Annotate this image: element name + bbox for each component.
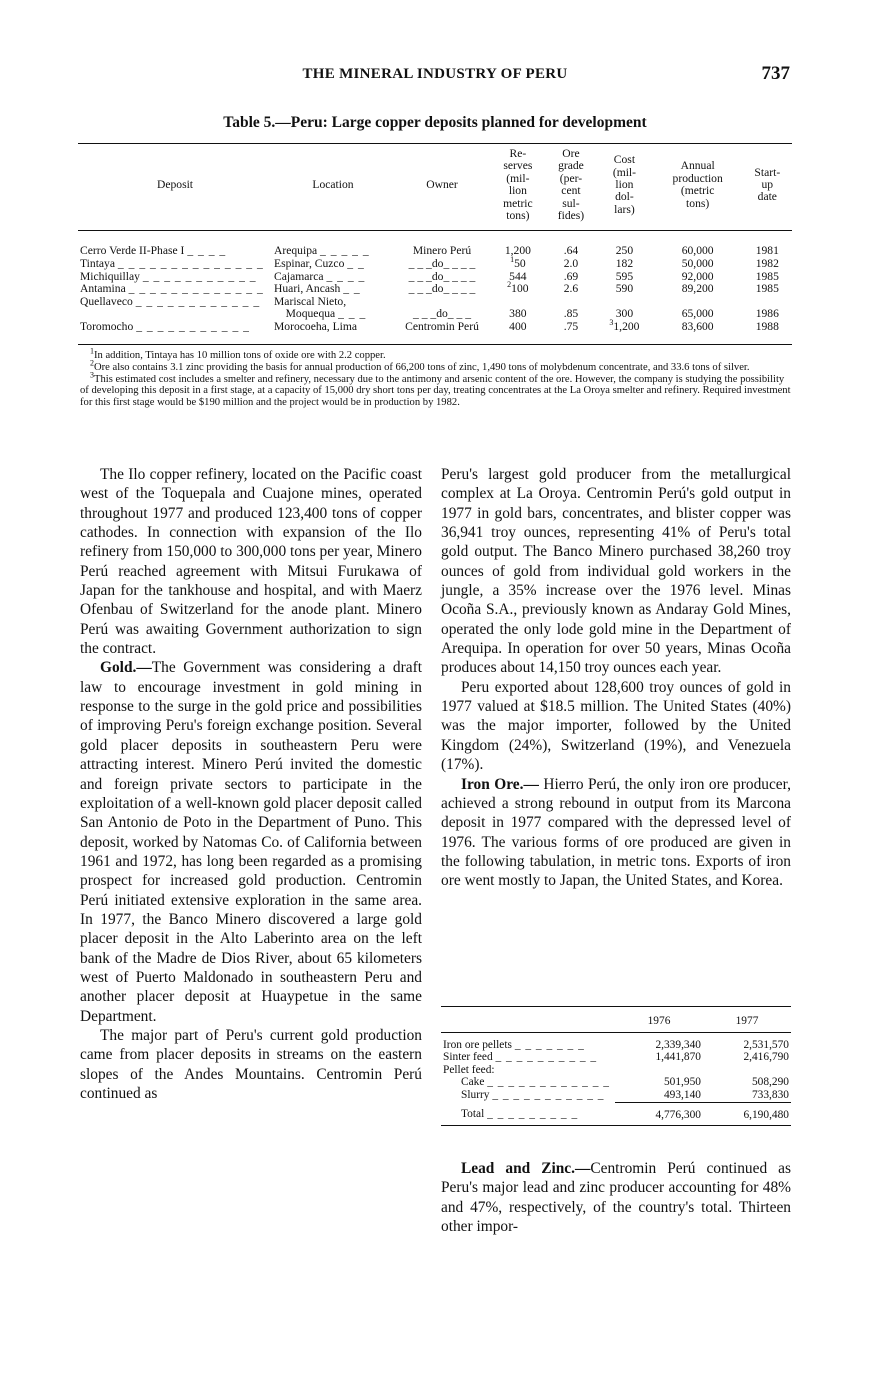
owner-cell: _ _ _do_ _ _ _ bbox=[408, 257, 476, 271]
section-heading-gold: Gold.— bbox=[100, 659, 152, 677]
table-row bbox=[78, 231, 792, 258]
reserves-cell bbox=[490, 231, 546, 258]
header-reserves: Re- serves (mil- lion metric tons) bbox=[490, 144, 546, 231]
paragraph-gold-exports: Peru exported about 128,600 troy ounces of gold in 1977 valued at $18.5 million. The United States (40%) was the major importer, followed by the United Kingdom (24%), Switzerland (19%), and Venezuela (17%). bbox=[441, 678, 791, 774]
leader-dots: _ _ _ _ _ _ _ _ _ _ _ _ bbox=[135, 294, 261, 308]
table-footnotes bbox=[80, 346, 792, 409]
footnote-text: This estimated cost includes a smelter and refinery, necessary due to the antimony and arsenic content of the ore. However, the company is studying the possibility of developing this deposit in a first stage, at a capacity of 15,000 dry short tons per day, treating concentrates at the La Oroya smelter and refinery. Required investment for this first stage would be $190 million and the project would be in production by 1982. bbox=[80, 373, 791, 409]
reserves-value: 50 bbox=[514, 257, 526, 271]
deposit-name: Tintaya bbox=[80, 257, 116, 271]
ore-grade-cell: .75 bbox=[546, 321, 596, 344]
annual-production-cell: 60,000 bbox=[681, 244, 714, 258]
iron-row-label-cell bbox=[441, 1076, 615, 1089]
deposit-name: Antamina bbox=[80, 282, 126, 296]
paragraph-gold-production: The major part of Peru's current gold production came from placer deposits in streams on the eastern slopes of the Andes Mountains. Centromin Perú continued as bbox=[80, 1026, 422, 1102]
footnote-text: Ore also contains 3.1 zinc providing the basis for annual production of 66,200 tons of zinc, 1,490 tons of molybdenum concentrate, and 33.6 tons of silver. bbox=[94, 361, 750, 373]
header-startup-date: Start- up date bbox=[743, 144, 792, 231]
iron-header-blank bbox=[441, 1007, 615, 1033]
header-ore-grade: Ore grade (per- cent sul- fides) bbox=[546, 144, 596, 231]
reserves-value: 1,200 bbox=[504, 244, 531, 258]
header-annual-production: Annual production (metric tons) bbox=[653, 144, 743, 231]
paragraph-iron-ore bbox=[441, 775, 791, 891]
page-number: 737 bbox=[761, 63, 790, 84]
iron-table-body bbox=[441, 1032, 791, 1126]
footnote bbox=[80, 370, 792, 409]
reserves-value: 100 bbox=[511, 282, 529, 296]
leader-dots: _ _ _ _ _ _ _ _ _ _ _ _ _ bbox=[128, 282, 264, 296]
location-name: Moquequa bbox=[274, 307, 336, 321]
ore-grade-cell: .64 bbox=[563, 244, 579, 258]
deposit-cell bbox=[78, 321, 272, 344]
startup-date-cell: 1985 bbox=[755, 282, 779, 296]
header-location: Location bbox=[272, 144, 394, 231]
startup-date-cell: 1985 bbox=[755, 269, 779, 283]
leader-dots: _ _ _ _ _ _ _ bbox=[514, 1038, 585, 1051]
iron-header-year-1977: 1977 bbox=[703, 1007, 791, 1033]
leader-dots: _ _ _ _ _ _ _ _ _ _ _ bbox=[142, 269, 257, 283]
leader-dots: _ _ _ _ _ _ _ _ _ _ _ bbox=[136, 320, 250, 333]
cost-value: 250 bbox=[615, 244, 634, 258]
deposit-cell bbox=[78, 296, 272, 309]
location-cell bbox=[272, 321, 394, 344]
iron-value-1976: 2,339,340 bbox=[655, 1038, 701, 1051]
leader-dots: _ _ bbox=[343, 282, 361, 296]
table-body bbox=[78, 231, 792, 344]
deposit-cell bbox=[78, 231, 272, 258]
paragraph-gold-text: The Government was considering a draft law to encourage investment in gold mining in response to the surge in the gold price and possibilities of improving Peru's foreign exchange position. Several gold placer deposits in southeastern Peru were attracting interest. Minero Perú invited the domestic and foreign private sectors to participate in the exploitation of a well-known gold placer deposit called San Antonio de Poto in the Department of Puno. This deposit, worked by Natomas Co. of California between 1961 and 1972, has long been regarded as a promising prospect for increased gold production. Centromin Perú initiated extensive exploration in the same area. In 1977, the Banco Minero discovered a large gold placer deposit in the Alto Laberinto area on the left bank of the Madre de Dios River, about 65 kilometers west of Puerto Maldonado in southeastern Peru and another placer deposit at Huaypetue in the same Department. bbox=[80, 659, 422, 1025]
iron-table-header-row bbox=[441, 1007, 791, 1033]
text-column-left bbox=[80, 465, 422, 1103]
cost-value: 590 bbox=[615, 282, 634, 296]
paragraph-lead-zinc-text: Centromin Perú continued as Peru's major lead and zinc producer accounting for 48% and 47%, respectively, of the country's total. Thirteen other impor- bbox=[441, 1160, 791, 1236]
owner-cell: Centromin Perú bbox=[394, 321, 490, 344]
paragraph-ilo-refinery: The Ilo copper refinery, located on the Pacific coast west of the Toquepala and Cuajone mines, operated throughout 1977 and produced 123,400 tons of copper cathodes. In connection with expansion of the Ilo refinery from 150,000 to 300,000 tons per year, Minero Perú reached agreement with Mitsui Furukawa of Japan for the tankhouse and hospital, and with Maerz Ofenbau of Switzerland for the anode plant. Minero Perú was awaiting Government authorization to sign the contract. bbox=[80, 466, 422, 658]
iron-table-row bbox=[441, 1089, 791, 1102]
owner-cell: Minero Perú bbox=[412, 244, 472, 258]
location-name: Huari, Ancash bbox=[274, 282, 341, 296]
location-cell bbox=[272, 231, 394, 258]
ore-grade-cell: .69 bbox=[563, 269, 579, 283]
cost-value: 182 bbox=[615, 257, 634, 271]
iron-table-row bbox=[441, 1032, 791, 1051]
leader-dots: _ _ _ bbox=[338, 307, 367, 321]
iron-value-1976: 1,441,870 bbox=[655, 1051, 701, 1064]
leader-dots: _ _ _ _ bbox=[326, 269, 366, 283]
iron-row-label-cell bbox=[441, 1051, 615, 1064]
deposit-name: Cerro Verde II-Phase I bbox=[80, 244, 185, 258]
header-deposit: Deposit bbox=[78, 144, 272, 231]
reserves-value: 380 bbox=[509, 307, 527, 321]
reserves-value: 400 bbox=[509, 320, 527, 333]
iron-row-label-cell bbox=[441, 1102, 615, 1126]
section-heading-lead-zinc: Lead and Zinc.— bbox=[461, 1160, 591, 1177]
paragraph-gold bbox=[80, 658, 422, 1026]
cost-cell bbox=[596, 231, 653, 258]
owner-cell: _ _ _do_ _ _ bbox=[413, 307, 471, 321]
reserves-value: 544 bbox=[509, 269, 527, 283]
cost-cell bbox=[596, 318, 653, 344]
paragraph-lead-zinc bbox=[441, 1159, 791, 1236]
location-name: Morocoeha, Lima bbox=[274, 320, 358, 333]
iron-row-label-cell bbox=[441, 1064, 615, 1077]
leader-dots: _ _ _ _ _ _ _ _ _ _ _ bbox=[492, 1089, 605, 1102]
location-name: Arequipa bbox=[274, 244, 318, 258]
cost-value: 300 bbox=[615, 307, 634, 321]
cost-value: 1,200 bbox=[613, 320, 640, 333]
footnote-mark: 1 bbox=[90, 346, 94, 356]
leader-dots: _ _ _ _ _ bbox=[320, 244, 370, 258]
startup-date-cell: 1988 bbox=[743, 321, 792, 344]
iron-value-1977: 2,416,790 bbox=[743, 1051, 789, 1064]
footnote-mark: 1 bbox=[510, 255, 515, 265]
deposit-name: Michiquillay bbox=[80, 269, 140, 283]
table-caption: Table 5.—Peru: Large copper deposits planned for development bbox=[223, 114, 647, 131]
text-column-right-bottom bbox=[441, 1159, 791, 1236]
startup-date-cell: 1986 bbox=[755, 307, 779, 321]
startup-date-cell: 1982 bbox=[755, 257, 779, 271]
annual-production-cell: 50,000 bbox=[681, 257, 714, 271]
iron-value-1976: 4,776,300 bbox=[615, 1102, 703, 1126]
owner-cell: _ _ _do_ _ _ _ bbox=[408, 282, 476, 296]
leader-dots: _ _ _ _ _ _ _ _ _ _ bbox=[495, 1051, 598, 1064]
iron-row-label: Iron ore pellets bbox=[443, 1038, 512, 1051]
leader-dots: _ _ _ _ _ _ _ _ _ _ _ _ bbox=[487, 1076, 610, 1089]
leader-dots: _ _ _ _ _ _ _ _ _ bbox=[487, 1108, 579, 1121]
cost-value: 595 bbox=[615, 269, 634, 283]
annual-production-cell: 65,000 bbox=[681, 307, 714, 321]
iron-row-label-cell bbox=[441, 1032, 615, 1051]
annual-production-cell: 89,200 bbox=[681, 282, 714, 296]
header-owner: Owner bbox=[394, 144, 490, 231]
iron-value-1977: 2,531,570 bbox=[743, 1038, 789, 1051]
ore-grade-cell: 2.6 bbox=[563, 282, 579, 296]
iron-value-1977: 6,190,480 bbox=[703, 1102, 791, 1126]
iron-row-label: Pellet feed: bbox=[443, 1063, 495, 1076]
iron-row-label: Sinter feed bbox=[443, 1051, 493, 1064]
iron-row-label-cell bbox=[441, 1089, 615, 1102]
footnote-text: In addition, Tintaya has 10 million tons of oxide ore with 2.2 copper. bbox=[94, 350, 386, 361]
location-name: Espinar, Cuzco bbox=[274, 257, 345, 271]
table-header-row bbox=[78, 144, 792, 231]
deposit-name: Toromocho bbox=[80, 320, 134, 333]
owner-cell: _ _ _do_ _ _ _ bbox=[408, 269, 476, 283]
iron-table-row bbox=[441, 1064, 791, 1077]
footnote bbox=[80, 358, 792, 374]
iron-table-row bbox=[441, 1102, 791, 1126]
header-cost: Cost (mil- lion dol- lars) bbox=[596, 144, 653, 231]
footnote bbox=[80, 346, 792, 362]
reserves-cell bbox=[490, 280, 546, 296]
leader-dots: _ _ _ _ bbox=[187, 244, 227, 258]
footnote-mark: 2 bbox=[507, 280, 512, 290]
iron-value-1976 bbox=[615, 1064, 703, 1077]
iron-value-1976: 493,140 bbox=[615, 1089, 703, 1102]
section-heading-iron-ore: Iron Ore.— bbox=[461, 775, 539, 793]
iron-row-label: Total bbox=[461, 1108, 485, 1121]
running-title: THE MINERAL INDUSTRY OF PERU bbox=[302, 66, 568, 82]
iron-row-label: Cake bbox=[461, 1076, 485, 1089]
table-row bbox=[78, 321, 792, 344]
annual-production-cell: 83,600 bbox=[653, 321, 743, 344]
iron-table-row bbox=[441, 1051, 791, 1064]
iron-row-label: Slurry bbox=[461, 1089, 490, 1102]
iron-header-year-1976: 1976 bbox=[615, 1007, 703, 1033]
footnote-mark: 3 bbox=[90, 370, 94, 380]
copper-deposits-table bbox=[78, 143, 792, 345]
paragraph-iron-ore-text: Hierro Perú, the only iron ore producer, achieved a strong rebound in output from its Marcona deposit in 1977 compared with the depressed level of 1976. The various forms of ore produced are given in the following tabulation, in metric tons. Exports of iron ore went mostly to Japan, the United States, and Korea. bbox=[441, 775, 791, 890]
running-header bbox=[80, 63, 790, 90]
text-column-right bbox=[441, 465, 791, 891]
leader-dots: _ _ _ _ _ _ _ _ _ _ _ _ _ _ bbox=[117, 257, 264, 271]
leader-dots: _ _ bbox=[347, 257, 365, 271]
paragraph-centromin-gold: Peru's largest gold producer from the metallurgical complex at La Oroya. Centromin Perú's gold output in 1977 in gold bars, concentrates, and blister copper was 36,941 troy ounces, representing 41% of Peru's total gold output. The Banco Minero purchased 38,260 troy ounces of gold from individual gold workers in the jungle, a 35% increase over the 1976 level. Minas Ocoña S.A., previously known as Andaray Gold Mines, operated the only lode gold mine in the Department of Arequipa. In operation for over 50 years, Minas Ocoña produces about 14,150 troy ounces each year. bbox=[441, 466, 791, 677]
startup-date-cell: 1981 bbox=[755, 244, 779, 258]
iron-ore-table bbox=[441, 1006, 791, 1126]
cost-cell bbox=[596, 283, 653, 296]
ore-grade-cell: 2.0 bbox=[563, 257, 579, 271]
deposit-name: Quellaveco bbox=[80, 294, 133, 308]
location-name: Cajamarca bbox=[274, 269, 324, 283]
iron-value-1977: 508,290 bbox=[751, 1076, 789, 1089]
iron-value-1976: 501,950 bbox=[663, 1076, 701, 1089]
reserves-cell bbox=[490, 321, 546, 344]
iron-table-row bbox=[441, 1076, 791, 1089]
footnote-mark: 2 bbox=[90, 358, 94, 368]
iron-value-1977: 733,830 bbox=[703, 1089, 791, 1102]
footnote-mark: 3 bbox=[609, 318, 614, 328]
annual-production-cell: 92,000 bbox=[681, 269, 714, 283]
location-name: Mariscal Nieto, bbox=[274, 294, 347, 308]
ore-grade-cell: .85 bbox=[563, 307, 579, 321]
iron-value-1977 bbox=[703, 1064, 791, 1077]
